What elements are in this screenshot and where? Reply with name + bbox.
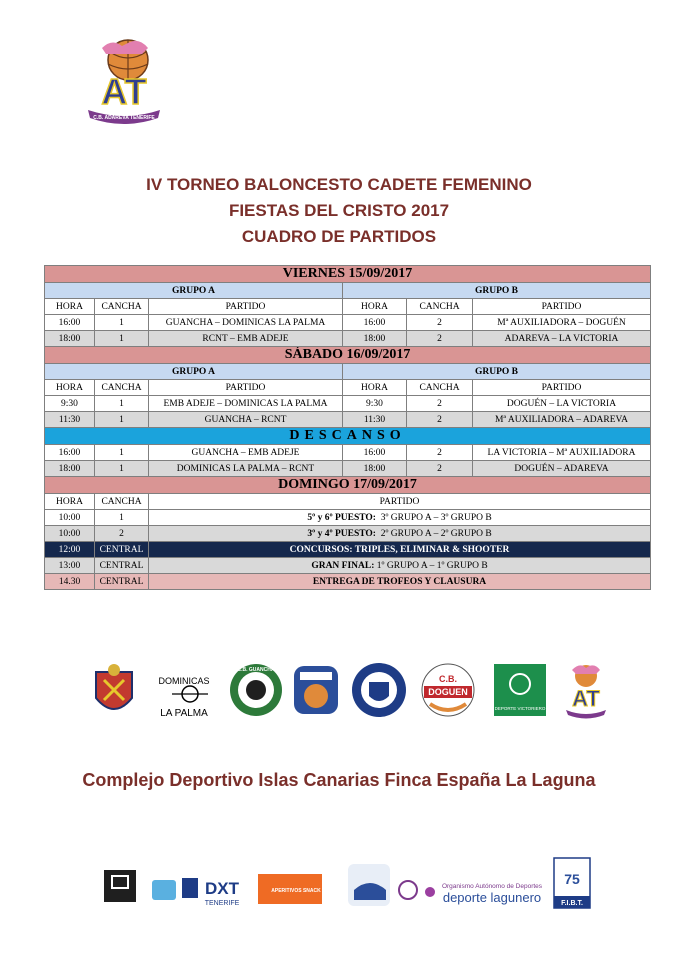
adareva-logo: [82, 38, 166, 124]
day-header-sabado: SÁBADO 16/09/2017: [45, 347, 651, 364]
final-row: 10:00 2 3º y 4º PUESTO: 2º GRUPO A – 2º GRUPO B: [45, 526, 651, 542]
tenerife-island-logo: [152, 880, 176, 900]
group-header-row: GRUPO A GRUPO B: [45, 283, 651, 299]
match-row: 16:00 1 GUANCHA – DOMINICAS LA PALMA 16:00 2 Mª AUXILIADORA – DOGUÉN: [45, 315, 651, 331]
svg-text:TENERIFE: TENERIFE: [204, 900, 240, 907]
svg-text:AT: AT: [572, 686, 600, 711]
venue-text: Complejo Deportivo Islas Canarias Finca España La Laguna: [82, 770, 596, 790]
svg-text:C.B.: C.B.: [439, 674, 457, 684]
final-row: 12:00 CENTRAL CONCURSOS: TRIPLES, ELIMINAR & SHOOTER: [45, 542, 651, 558]
title-line-3: CUADRO DE PARTIDOS: [241, 227, 437, 246]
sponsor-logos-row: [100, 856, 594, 912]
svg-text:F.I.B.T.: F.I.B.T.: [561, 900, 583, 907]
svg-text:deporte lagunero: deporte lagunero: [442, 890, 542, 905]
club-logos-row: [92, 662, 612, 720]
svg-text:LA PALMA: LA PALMA: [160, 708, 208, 719]
deporte-lagunero-logo: [425, 883, 543, 905]
svg-text:Organismo Autónomo de Deportes: Organismo Autónomo de Deportes: [441, 883, 543, 890]
match-row: 11:30 1 GUANCHA – RCNT 11:30 2 Mª AUXILIADORA – ADAREVA: [45, 412, 651, 428]
aperitivos-snack-logo: [258, 874, 322, 904]
day-header-viernes: VIERNES 15/09/2017: [45, 266, 651, 283]
match-row: 9:30 1 EMB ADEJE – DOMINICAS LA PALMA 9:30 2 DOGUÉN – LA VICTORIA: [45, 396, 651, 412]
basket-board-icon: [104, 870, 136, 902]
cb-guancha-logo: [230, 664, 282, 716]
final-row: 10:00 1 5º y 6º PUESTO: 3º GRUPO A – 3º GRUPO B: [45, 510, 651, 526]
schedule-table: [44, 265, 651, 590]
match-row: 18:00 1 RCNT – EMB ADEJE 18:00 2 ADAREVA – LA VICTORIA: [45, 331, 651, 347]
day-header-domingo: DOMINGO 17/09/2017: [45, 477, 651, 494]
svg-text:DXT: DXT: [205, 879, 239, 898]
svg-text:APERITIVOS SNACK: APERITIVOS SNACK: [271, 888, 321, 894]
fibt-logo: [554, 858, 590, 908]
svg-text:DEPORTE VICTORIERO: DEPORTE VICTORIERO: [494, 706, 546, 711]
dominicas-la-palma-logo: [158, 676, 209, 719]
group-header-row: GRUPO A GRUPO B: [45, 364, 651, 380]
cb-la-victoria-logo: [352, 663, 406, 717]
match-row: 18:00 1 DOMINICAS LA PALMA – RCNT 18:00 2 DOGUÉN – ADAREVA: [45, 461, 651, 477]
dxt-tenerife-logo: [205, 879, 240, 907]
deporte-victoriero-logo: [494, 664, 546, 716]
column-header-row: HORA CANCHA PARTIDO HORA CANCHA PARTIDO: [45, 380, 651, 396]
title-line-2: FIESTAS DEL CRISTO 2017: [228, 201, 450, 220]
svg-text:AT: AT: [101, 71, 147, 112]
logo-caption: C.B. ADAREVA TENERIFE: [93, 115, 155, 121]
column-header-row: HORA CANCHA PARTIDO HORA CANCHA PARTIDO: [45, 299, 651, 315]
cb-doguen-logo: [422, 664, 474, 716]
svg-text:75: 75: [564, 871, 580, 887]
final-row: 13:00 CENTRAL GRAN FINAL: 1º GRUPO A – 1º GRUPO B: [45, 558, 651, 574]
match-row: 16:00 1 GUANCHA – EMB ADEJE 16:00 2 LA VICTORIA – Mª AUXILIADORA: [45, 445, 651, 461]
adareva-small-logo: [566, 665, 606, 719]
column-header-row: HORA CANCHA PARTIDO: [45, 494, 651, 510]
svg-text:DOMINICAS: DOMINICAS: [158, 676, 210, 686]
svg-text:C.B. GUANCHA: C.B. GUANCHA: [237, 667, 275, 673]
final-row: 14.30 CENTRAL ENTREGA DE TROFEOS Y CLAUSURA: [45, 574, 651, 590]
water-brand-logo: [348, 864, 390, 906]
tenerife-shield-icon: [182, 878, 198, 898]
emb-adeje-logo: [294, 666, 338, 714]
tournament-titles: [0, 172, 678, 250]
rcnt-shield-icon: [96, 664, 132, 709]
descanso-bar: DESCANSO: [45, 428, 651, 445]
la-laguna-crest-icon: [399, 881, 417, 899]
title-line-1: IV TORNEO BALONCESTO CADETE FEMENINO: [146, 175, 532, 194]
svg-text:DOGUEN: DOGUEN: [428, 687, 468, 697]
